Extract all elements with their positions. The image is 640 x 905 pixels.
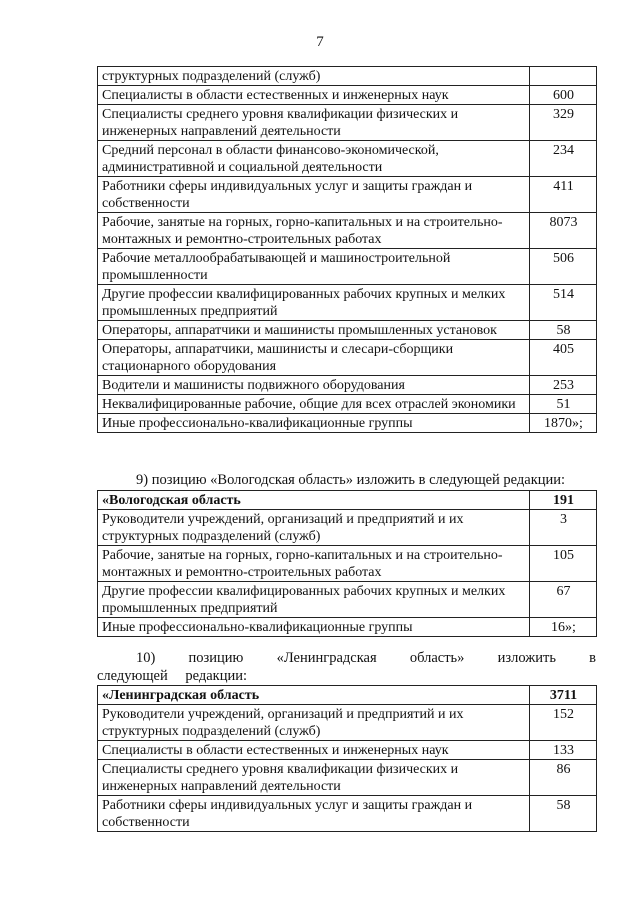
table-row (98, 414, 597, 433)
row-value: 8073 (530, 213, 597, 249)
table-row (98, 618, 597, 637)
table-row (98, 705, 597, 741)
table-row (98, 177, 597, 213)
row-label: Операторы, аппаратчики, машинисты и слесари-сборщики стационарного оборудования (98, 340, 530, 376)
table-row (98, 796, 597, 832)
row-label: Работники сферы индивидуальных услуг и защиты граждан и собственности (98, 177, 530, 213)
row-label: Руководители учреждений, организаций и предприятий и их структурных подразделений (служб) (98, 510, 530, 546)
row-label: Специалисты среднего уровня квалификации физических и инженерных направлений деятельности (98, 760, 530, 796)
row-value: 58 (530, 796, 597, 832)
row-value (530, 67, 597, 86)
table-row (98, 86, 597, 105)
table-vologda (97, 490, 597, 637)
row-value: 411 (530, 177, 597, 213)
table-row (98, 249, 597, 285)
row-value: 67 (530, 582, 597, 618)
row-value: 1870»; (530, 414, 597, 433)
table-row (98, 510, 597, 546)
region-total: 191 (530, 491, 597, 510)
row-value: 3 (530, 510, 597, 546)
row-label: Операторы, аппаратчики и машинисты промышленных установок (98, 321, 530, 340)
table-continuation (97, 66, 597, 433)
table-header-row (98, 686, 597, 705)
row-value: 133 (530, 741, 597, 760)
table-row (98, 105, 597, 141)
table-row (98, 141, 597, 177)
paragraph-10: 10) позицию «Ленинградская область» изложить в следующей редакции: (97, 650, 596, 684)
row-value: 58 (530, 321, 597, 340)
table-leningrad (97, 685, 597, 832)
row-value: 105 (530, 546, 597, 582)
row-label: структурных подразделений (служб) (98, 67, 530, 86)
row-label: Специалисты в области естественных и инженерных наук (98, 86, 530, 105)
paragraph-9: 9) позицию «Вологодская область» изложить в следующей редакции: (136, 472, 566, 488)
row-value: 51 (530, 395, 597, 414)
row-label: Неквалифицированные рабочие, общие для всех отраслей экономики (98, 395, 530, 414)
row-value: 253 (530, 376, 597, 395)
row-value: 86 (530, 760, 597, 796)
row-value: 600 (530, 86, 597, 105)
row-label: Рабочие металлообрабатывающей и машиностроительной промышленности (98, 249, 530, 285)
region-total: 3711 (530, 686, 597, 705)
table-header-row (98, 491, 597, 510)
row-label: Водители и машинисты подвижного оборудования (98, 376, 530, 395)
row-label: Другие профессии квалифицированных рабочих крупных и мелких промышленных предприятий (98, 285, 530, 321)
row-label: Иные профессионально-квалификационные группы (98, 618, 530, 637)
table-row (98, 741, 597, 760)
row-label: Рабочие, занятые на горных, горно-капитальных и на строительно-монтажных и ремонтно-строительных работах (98, 213, 530, 249)
row-value: 234 (530, 141, 597, 177)
table-row (98, 285, 597, 321)
row-label: Работники сферы индивидуальных услуг и защиты граждан и собственности (98, 796, 530, 832)
region-title: «Вологодская область (98, 491, 530, 510)
row-label: Руководители учреждений, организаций и предприятий и их структурных подразделений (служб) (98, 705, 530, 741)
page-number: 7 (316, 34, 324, 50)
row-label: Специалисты среднего уровня квалификации физических и инженерных направлений деятельности (98, 105, 530, 141)
row-label: Средний персонал в области финансово-экономической, административной и социальной деятельности (98, 141, 530, 177)
row-value: 506 (530, 249, 597, 285)
region-title: «Ленинградская область (98, 686, 530, 705)
table-row (98, 321, 597, 340)
row-value: 329 (530, 105, 597, 141)
row-value: 514 (530, 285, 597, 321)
row-label: Специалисты в области естественных и инженерных наук (98, 741, 530, 760)
table-row (98, 582, 597, 618)
table-row (98, 213, 597, 249)
table-row (98, 546, 597, 582)
row-value: 405 (530, 340, 597, 376)
row-value: 152 (530, 705, 597, 741)
table-row (98, 760, 597, 796)
table-row (98, 376, 597, 395)
row-label: Иные профессионально-квалификационные группы (98, 414, 530, 433)
table-row (98, 67, 597, 86)
table-row (98, 395, 597, 414)
row-label: Другие профессии квалифицированных рабочих крупных и мелких промышленных предприятий (98, 582, 530, 618)
row-label: Рабочие, занятые на горных, горно-капитальных и на строительно-монтажных и ремонтно-строительных работах (98, 546, 530, 582)
row-value: 16»; (530, 618, 597, 637)
table-row (98, 340, 597, 376)
